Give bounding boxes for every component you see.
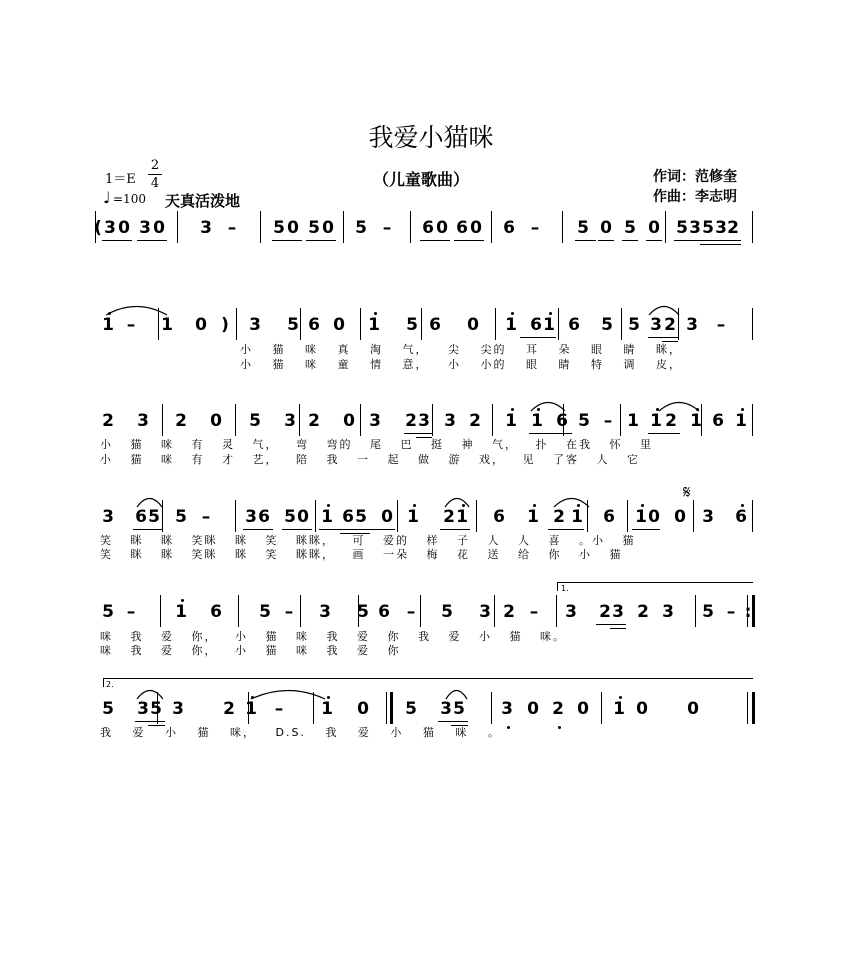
beam-underline [282, 529, 312, 530]
jianpu-note: 1 [543, 315, 555, 335]
jianpu-note: 1 [321, 699, 333, 719]
jianpu-note: 5 [102, 602, 114, 622]
jianpu-note: 2 [102, 411, 114, 431]
beam-underline [648, 337, 678, 338]
jianpu-note: 2 [308, 411, 320, 431]
beam-underline [610, 628, 626, 629]
jianpu-note: 5 [102, 699, 114, 719]
jianpu-note: 0 [470, 218, 482, 238]
beam-underline [548, 529, 584, 530]
beam-underline [520, 337, 556, 338]
tempo-value: =100 [113, 192, 146, 206]
beam-underline [529, 433, 572, 434]
jianpu-note: 0 [210, 411, 222, 431]
jianpu-note: 5 [273, 218, 285, 238]
jianpu-note: 6 [342, 507, 354, 527]
octave-dot [558, 726, 561, 729]
jianpu-note: 3 [418, 411, 430, 431]
jianpu-note: 6 [735, 507, 747, 527]
barline [752, 692, 755, 724]
barline [420, 595, 421, 627]
jianpu-note: 6 [429, 315, 441, 335]
jianpu-note: 1 [613, 699, 625, 719]
barline [95, 211, 96, 243]
jianpu-note: 3 [479, 602, 491, 622]
jianpu-note: 5 [308, 218, 320, 238]
jianpu-note: – [530, 218, 540, 238]
beam-underline [137, 240, 167, 241]
octave-dot [511, 408, 514, 411]
jianpu-note: 0 [287, 218, 299, 238]
tie-slur [444, 494, 470, 508]
jianpu-note: 6 [258, 507, 270, 527]
jianpu-note: – [529, 602, 539, 622]
barline [562, 211, 563, 243]
jianpu-note: – [274, 699, 284, 719]
barline [494, 595, 495, 627]
lyric-line-verse-1: 我 爱 小 猫 咪， D.S. 我 爱 小 猫 咪 。 [100, 726, 501, 739]
song-subtitle: （儿童歌曲） [372, 170, 469, 189]
jianpu-note: 5 [601, 315, 613, 335]
barline [491, 211, 492, 243]
jianpu-note: 2 [599, 602, 611, 622]
beam-underline [598, 240, 614, 241]
jianpu-note: 5 [355, 507, 367, 527]
jianpu-note: 6 [456, 218, 468, 238]
segno-icon: 𝄋 [683, 482, 691, 503]
barline [315, 500, 316, 532]
expression-marking: 天真活泼地 [165, 192, 241, 210]
barline [752, 211, 753, 243]
jianpu-note: 3 [440, 699, 452, 719]
barline [752, 404, 753, 436]
jianpu-note: 5 [405, 699, 417, 719]
beam-underline [575, 240, 596, 241]
jianpu-note: 3 [612, 602, 624, 622]
jianpu-note: 0 [436, 218, 448, 238]
jianpu-note: 6 [135, 507, 147, 527]
barline [238, 595, 239, 627]
jianpu-note: 2 [405, 411, 417, 431]
jianpu-note: 0 [357, 699, 369, 719]
barline [620, 404, 621, 436]
jianpu-note: 6 [503, 218, 515, 238]
barline [747, 692, 748, 724]
beam-underline [404, 433, 432, 434]
lyric-line-verse-1: 笑 眯 眯 笑眯 眯 笑 眯眯， 可 爱的 样 子 人 人 喜 。小 猫 [100, 534, 636, 547]
lyric-line-verse-2: 笑 眯 眯 笑眯 眯 笑 眯眯， 画 一朵 梅 花 送 给 你 小 猫 [100, 548, 623, 561]
barline [752, 308, 753, 340]
jianpu-note: 5 [284, 507, 296, 527]
jianpu-note: 0 [577, 699, 589, 719]
volta-number-1: 1. [561, 584, 569, 593]
jianpu-note: 3 [662, 602, 674, 622]
barline [299, 404, 300, 436]
jianpu-note: 0 [648, 507, 660, 527]
octave-dot [327, 696, 330, 699]
barline [665, 211, 666, 243]
lyric-line-verse-2: 咪 我 爱 你， 小 猫 咪 我 爱 你 [100, 644, 401, 657]
beam-underline [243, 529, 273, 530]
jianpu-note: 1 [321, 507, 333, 527]
jianpu-note: 6 [378, 602, 390, 622]
volta-bracket-2 [103, 678, 753, 687]
jianpu-note: 1 [650, 411, 662, 431]
barline [343, 211, 344, 243]
beam-underline [622, 240, 638, 241]
jianpu-note: 0 [467, 315, 479, 335]
tie-slur [530, 398, 566, 412]
jianpu-note: 1 [527, 507, 539, 527]
jianpu-note: 1 [690, 411, 702, 431]
barline [492, 404, 493, 436]
jianpu-note: 2 [665, 411, 677, 431]
octave-dot [533, 504, 536, 507]
jianpu-note: 5 [441, 602, 453, 622]
jianpu-note: 3 [139, 218, 151, 238]
octave-dot [413, 504, 416, 507]
barline [693, 500, 694, 532]
jianpu-note: 5 [628, 315, 640, 335]
beam-underline [306, 240, 336, 241]
jianpu-note: 5 [287, 315, 299, 335]
lyricist-credit: 作词：范修奎 [653, 169, 737, 185]
barline [236, 308, 237, 340]
tie-slur [658, 398, 700, 412]
barline [177, 211, 178, 243]
barline [695, 595, 696, 627]
jianpu-note: – [201, 507, 211, 527]
beam-underline [420, 240, 450, 241]
composer-credit: 作曲：李志明 [653, 189, 737, 205]
jianpu-note: 2 [637, 602, 649, 622]
jianpu-note: 3 [686, 315, 698, 335]
barline [160, 595, 161, 627]
barline [621, 308, 622, 340]
octave-dot [741, 408, 744, 411]
jianpu-note: 5 [150, 699, 162, 719]
song-title: 我爱小猫咪 [368, 123, 494, 152]
jianpu-note: 0 [600, 218, 612, 238]
tie-slur [136, 494, 163, 508]
octave-dot [511, 312, 514, 315]
jianpu-note: 5 [624, 218, 636, 238]
jianpu-note: 2 [223, 699, 235, 719]
jianpu-note: 5 [577, 218, 589, 238]
jianpu-note: 3 [104, 218, 116, 238]
beam-underline [319, 529, 395, 530]
jianpu-note: 6 [568, 315, 580, 335]
barline [556, 595, 557, 627]
barline [248, 692, 249, 724]
jianpu-note: 3 [565, 602, 577, 622]
jianpu-note: – [382, 218, 392, 238]
barline [752, 500, 753, 532]
jianpu-note: 2 [175, 411, 187, 431]
jianpu-note: ( [94, 218, 102, 238]
barline [747, 595, 748, 627]
barline [390, 692, 393, 724]
jianpu-note: 6 [556, 411, 568, 431]
jianpu-note: 6 [210, 602, 222, 622]
jianpu-note: 1 [531, 411, 543, 431]
beam-underline [102, 240, 132, 241]
jianpu-note: 2 [552, 699, 564, 719]
octave-dot [327, 504, 330, 507]
barline [752, 595, 755, 627]
barline [476, 500, 477, 532]
jianpu-note: 3 [200, 218, 212, 238]
jianpu-note: 1 [175, 602, 187, 622]
jianpu-note: 3 [172, 699, 184, 719]
jianpu-note: – [126, 315, 136, 335]
jianpu-note: 0 [333, 315, 345, 335]
jianpu-note: 5 [249, 411, 261, 431]
barline [701, 404, 702, 436]
tie-slur [136, 686, 164, 700]
lyric-line-verse-2: 小 猫 咪 童 情 意， 小 小的 眼 睛 特 调 皮， [240, 358, 682, 371]
jianpu-note: 3 [319, 602, 331, 622]
jianpu-note: 0 [153, 218, 165, 238]
jianpu-note: 5 [406, 315, 418, 335]
jianpu-note: 0 [527, 699, 539, 719]
jianpu-note: 3 [650, 315, 662, 335]
barline [432, 404, 433, 436]
beam-underline [646, 240, 662, 241]
octave-dot [181, 599, 184, 602]
jianpu-note: 5 [148, 507, 160, 527]
jianpu-note: – [716, 315, 726, 335]
jianpu-note: 6 [308, 315, 320, 335]
jianpu-note: 5 [175, 507, 187, 527]
lyric-line-verse-2: 小 猫 咪 有 才 艺， 陪 我 一 起 做 游 戏， 见 了客 人 它 [100, 453, 640, 466]
jianpu-note: 2 [469, 411, 481, 431]
jianpu-note: 1 [571, 507, 583, 527]
beam-underline [596, 624, 626, 625]
octave-dot [374, 312, 377, 315]
jianpu-note: 5 [578, 411, 590, 431]
barline [421, 308, 422, 340]
jianpu-note: 3 [249, 315, 261, 335]
jianpu-note: 3 [284, 411, 296, 431]
time-signature-top: 2 [150, 158, 160, 173]
beam-underline [272, 240, 302, 241]
jianpu-note: 0 [322, 218, 334, 238]
jianpu-note: – [227, 218, 237, 238]
jianpu-note: 3 [369, 411, 381, 431]
beam-underline [133, 529, 163, 530]
jianpu-note: 2 [727, 218, 739, 238]
volta-bracket-1 [557, 582, 753, 591]
jianpu-note: 1 [245, 699, 257, 719]
jianpu-note: 1 [102, 315, 114, 335]
barline [386, 692, 387, 724]
jianpu-note: 0 [636, 699, 648, 719]
jianpu-note: 5 [357, 602, 369, 622]
lyric-line-verse-1: 咪 我 爱 你， 小 猫 咪 我 爱 你 我 爱 小 猫 咪。 [100, 630, 566, 643]
jianpu-note: 5 [355, 218, 367, 238]
jianpu-note: 0 [195, 315, 207, 335]
jianpu-note: : [744, 602, 752, 622]
jianpu-note: 3 [137, 411, 149, 431]
jianpu-note: 2 [443, 507, 455, 527]
jianpu-note: 2 [553, 507, 565, 527]
barline [601, 692, 602, 724]
jianpu-note: 0 [118, 218, 130, 238]
barline [558, 308, 559, 340]
jianpu-note: 0 [381, 507, 393, 527]
jianpu-note: 3 [501, 699, 513, 719]
barline [300, 308, 301, 340]
beam-underline [648, 433, 680, 434]
jianpu-note: 5 [453, 699, 465, 719]
beam-underline [632, 529, 660, 530]
tie-slur [445, 686, 468, 700]
tie-slur [105, 302, 168, 316]
jianpu-note: ) [221, 315, 229, 335]
jianpu-note: 5 [676, 218, 688, 238]
jianpu-note: 3 [102, 507, 114, 527]
beam-underline [135, 721, 165, 722]
octave-dot [741, 504, 744, 507]
jianpu-note: 5 [702, 602, 714, 622]
quarter-note-icon: ♩ [103, 188, 111, 207]
jianpu-note: 1 [635, 507, 647, 527]
octave-dot [619, 696, 622, 699]
jianpu-note: 3 [702, 507, 714, 527]
jianpu-note: 6 [712, 411, 724, 431]
jianpu-note: 2 [664, 315, 676, 335]
jianpu-note: 6 [530, 315, 542, 335]
barline [360, 404, 361, 436]
barline [397, 500, 398, 532]
jianpu-note: 0 [343, 411, 355, 431]
barline [358, 595, 359, 627]
octave-dot [641, 504, 644, 507]
jianpu-note: 2 [503, 602, 515, 622]
jianpu-note: – [726, 602, 736, 622]
barline [260, 211, 261, 243]
jianpu-note: – [603, 411, 613, 431]
jianpu-note: 1 [505, 315, 517, 335]
jianpu-note: 1 [505, 411, 517, 431]
jianpu-note: 6 [422, 218, 434, 238]
barline [162, 404, 163, 436]
beam-underline [454, 240, 484, 241]
beam-underline [440, 529, 470, 530]
barline [627, 500, 628, 532]
jianpu-note: 1 [735, 411, 747, 431]
beam-underline [674, 240, 741, 241]
jianpu-note: 1 [161, 315, 173, 335]
jianpu-note: 1 [456, 507, 468, 527]
barline [300, 595, 301, 627]
octave-dot [507, 726, 510, 729]
tie-slur [648, 302, 680, 316]
jianpu-note: – [406, 602, 416, 622]
jianpu-note: 0 [674, 507, 686, 527]
jianpu-note: 0 [648, 218, 660, 238]
jianpu-note: 0 [687, 699, 699, 719]
barline [491, 692, 492, 724]
jianpu-note: 6 [493, 507, 505, 527]
jianpu-note: 3 [689, 218, 701, 238]
jianpu-note: 6 [603, 507, 615, 527]
lyric-line-verse-1: 小 猫 咪 有 灵 气， 弯 弯的 尾 巴 挺 神 气， 扑 在我 怀 里 [100, 438, 653, 451]
jianpu-note: – [284, 602, 294, 622]
jianpu-note: 3 [715, 218, 727, 238]
jianpu-note: 1 [368, 315, 380, 335]
key-signature: 1＝E [105, 172, 136, 187]
barline [360, 308, 361, 340]
beam-underline [438, 721, 468, 722]
jianpu-note: 1 [407, 507, 419, 527]
lyric-line-verse-1: 小 猫 咪 真 淘 气， 尖 尖的 耳 朵 眼 睛 眯， [240, 343, 682, 356]
beam-underline [700, 244, 741, 245]
barline [235, 404, 236, 436]
jianpu-note: 0 [297, 507, 309, 527]
jianpu-note: 3 [444, 411, 456, 431]
tie-slur [250, 686, 326, 700]
barline [235, 500, 236, 532]
barline [495, 308, 496, 340]
octave-dot [549, 312, 552, 315]
jianpu-note: 1 [627, 411, 639, 431]
jianpu-note: 3 [245, 507, 257, 527]
jianpu-note: – [126, 602, 136, 622]
barline [410, 211, 411, 243]
volta-number-2: 2. [106, 680, 114, 689]
jianpu-note: 3 [137, 699, 149, 719]
time-signature-bottom: 4 [150, 176, 160, 191]
tie-slur [553, 494, 590, 508]
jianpu-note: 5 [259, 602, 271, 622]
jianpu-note: 5 [702, 218, 714, 238]
